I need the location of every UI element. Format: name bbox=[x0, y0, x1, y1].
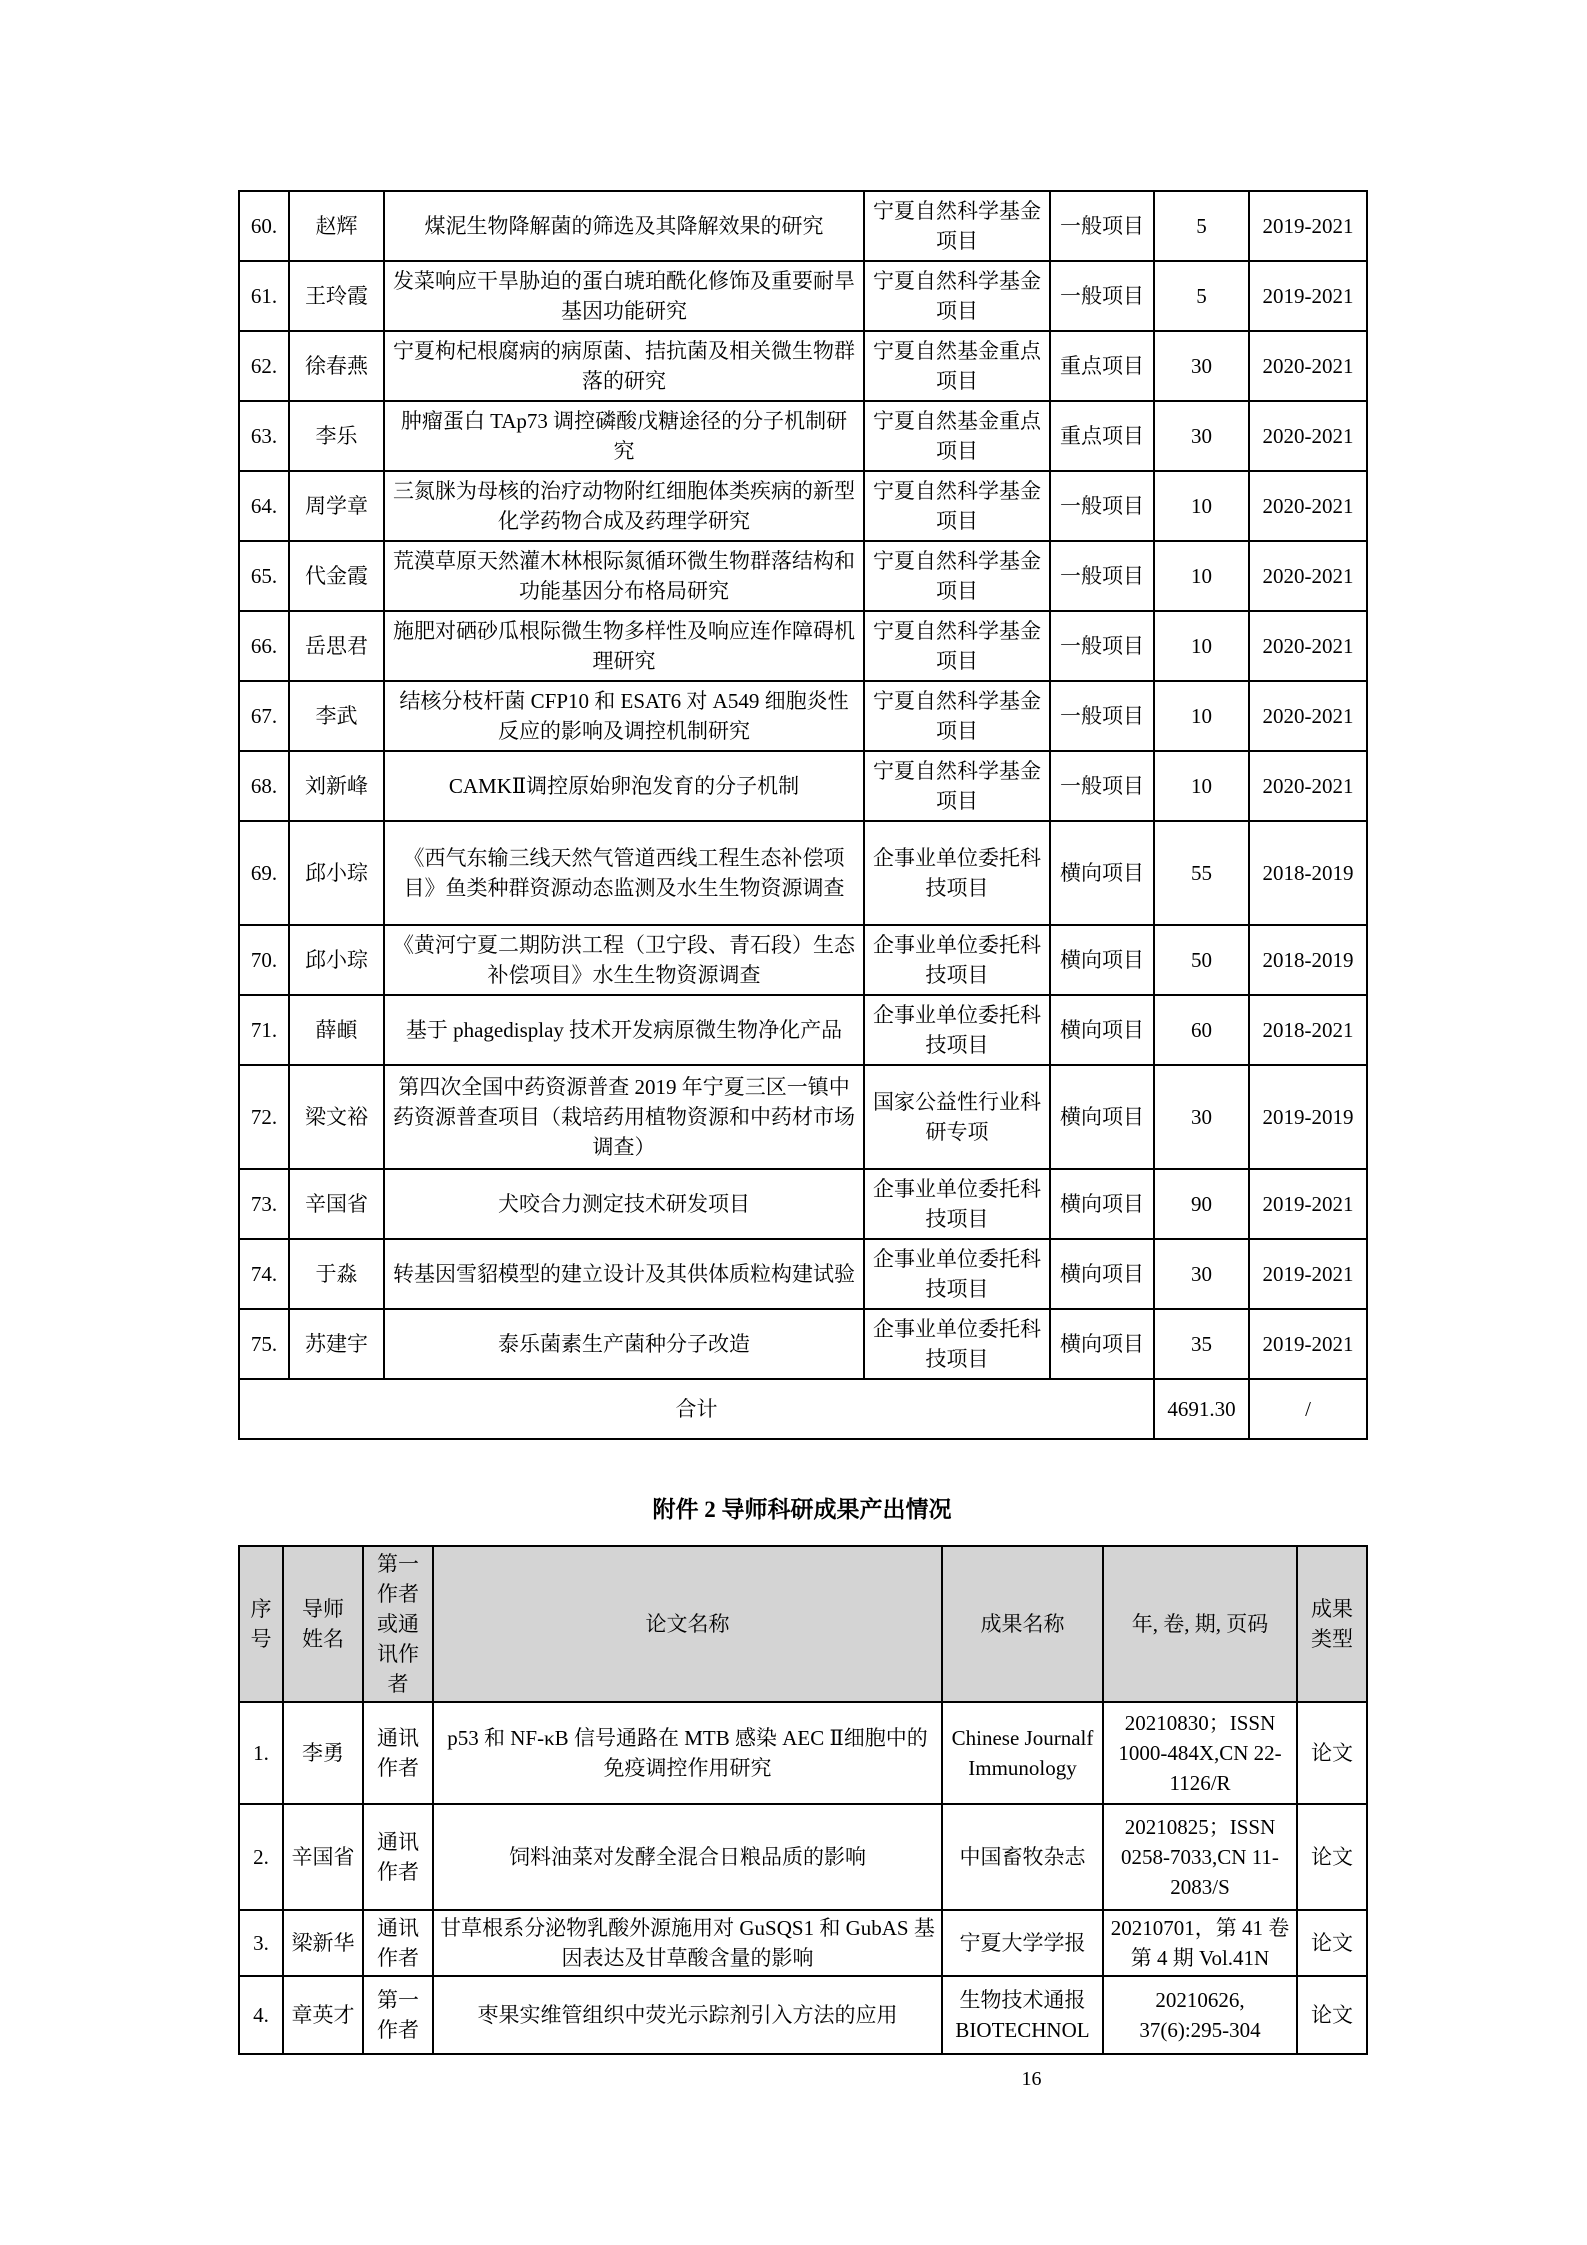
type-cell: 横向项目 bbox=[1050, 1065, 1154, 1169]
no-cell: 60. bbox=[239, 191, 289, 261]
table-row bbox=[239, 191, 1367, 261]
title-cell: 泰乐菌素生产菌种分子改造 bbox=[384, 1309, 864, 1379]
type-cell: 横向项目 bbox=[1050, 1239, 1154, 1309]
amount-cell: 10 bbox=[1154, 471, 1249, 541]
no-cell: 68. bbox=[239, 751, 289, 821]
no-cell: 63. bbox=[239, 401, 289, 471]
type-cell: 一般项目 bbox=[1050, 471, 1154, 541]
achievement-cell: 宁夏大学学报 bbox=[942, 1910, 1103, 1976]
no-cell: 66. bbox=[239, 611, 289, 681]
no-cell: 67. bbox=[239, 681, 289, 751]
table-row bbox=[239, 1702, 1367, 1804]
no-cell: 65. bbox=[239, 541, 289, 611]
type-cell: 横向项目 bbox=[1050, 821, 1154, 925]
amount-cell: 10 bbox=[1154, 751, 1249, 821]
citation-cell: 20210830；ISSN 1000-484X,CN 22-1126/R bbox=[1103, 1702, 1297, 1804]
type-cell: 论文 bbox=[1297, 1910, 1367, 1976]
amount-cell: 55 bbox=[1154, 821, 1249, 925]
table-row bbox=[239, 1910, 1367, 1976]
source-cell: 企事业单位委托科技项目 bbox=[864, 925, 1050, 995]
name-cell: 王玲霞 bbox=[289, 261, 384, 331]
table-row bbox=[239, 821, 1367, 925]
achievement-cell: Chinese Journalf Immunology bbox=[942, 1702, 1103, 1804]
name-cell: 邱小琮 bbox=[289, 821, 384, 925]
paper-cell: 饲料油菜对发酵全混合日粮品质的影响 bbox=[433, 1804, 942, 1910]
no-cell: 75. bbox=[239, 1309, 289, 1379]
years-cell: 2020-2021 bbox=[1249, 331, 1367, 401]
amount-cell: 60 bbox=[1154, 995, 1249, 1065]
table-row bbox=[239, 1065, 1367, 1169]
source-cell: 宁夏自然科学基金项目 bbox=[864, 191, 1050, 261]
type-cell: 横向项目 bbox=[1050, 1169, 1154, 1239]
amount-cell: 90 bbox=[1154, 1169, 1249, 1239]
source-cell: 宁夏自然科学基金项目 bbox=[864, 541, 1050, 611]
header-paper-title: 论文名称 bbox=[433, 1546, 942, 1702]
name-cell: 徐春燕 bbox=[289, 331, 384, 401]
name-cell: 梁新华 bbox=[283, 1910, 363, 1976]
table-row bbox=[239, 331, 1367, 401]
title-cell: 结核分枝杆菌 CFP10 和 ESAT6 对 A549 细胞炎性反应的影响及调控机制研究 bbox=[384, 681, 864, 751]
header-advisor-name: 导师姓名 bbox=[283, 1546, 363, 1702]
no-cell: 1. bbox=[239, 1702, 283, 1804]
years-cell: 2020-2021 bbox=[1249, 401, 1367, 471]
citation-cell: 20210701，第 41 卷第 4 期 Vol.41N bbox=[1103, 1910, 1297, 1976]
table-row bbox=[239, 471, 1367, 541]
amount-cell: 5 bbox=[1154, 191, 1249, 261]
type-cell: 一般项目 bbox=[1050, 191, 1154, 261]
years-cell: 2019-2021 bbox=[1249, 191, 1367, 261]
no-cell: 2. bbox=[239, 1804, 283, 1910]
title-cell: 三氮脒为母核的治疗动物附红细胞体类疾病的新型化学药物合成及药理学研究 bbox=[384, 471, 864, 541]
role-cell: 第一作者 bbox=[363, 1976, 433, 2054]
amount-cell: 5 bbox=[1154, 261, 1249, 331]
title-cell: 犬咬合力测定技术研发项目 bbox=[384, 1169, 864, 1239]
no-cell: 4. bbox=[239, 1976, 283, 2054]
total-amount-cell: 4691.30 bbox=[1154, 1379, 1249, 1439]
name-cell: 苏建宇 bbox=[289, 1309, 384, 1379]
name-cell: 邱小琮 bbox=[289, 925, 384, 995]
total-label-cell: 合计 bbox=[239, 1379, 1154, 1439]
no-cell: 61. bbox=[239, 261, 289, 331]
type-cell: 一般项目 bbox=[1050, 751, 1154, 821]
type-cell: 论文 bbox=[1297, 1804, 1367, 1910]
name-cell: 薛頔 bbox=[289, 995, 384, 1065]
paper-cell: 甘草根系分泌物乳酸外源施用对 GuSQS1 和 GubAS 基因表达及甘草酸含量的影响 bbox=[433, 1910, 942, 1976]
page-number: 16 bbox=[1021, 2068, 1042, 2090]
no-cell: 73. bbox=[239, 1169, 289, 1239]
name-cell: 岳思君 bbox=[289, 611, 384, 681]
name-cell: 刘新峰 bbox=[289, 751, 384, 821]
no-cell: 70. bbox=[239, 925, 289, 995]
table-row bbox=[239, 1804, 1367, 1910]
no-cell: 62. bbox=[239, 331, 289, 401]
table-row bbox=[239, 541, 1367, 611]
amount-cell: 50 bbox=[1154, 925, 1249, 995]
name-cell: 李乐 bbox=[289, 401, 384, 471]
header-row bbox=[239, 1546, 1367, 1702]
projects-table bbox=[238, 190, 1368, 1440]
no-cell: 74. bbox=[239, 1239, 289, 1309]
role-cell: 通讯作者 bbox=[363, 1804, 433, 1910]
type-cell: 重点项目 bbox=[1050, 401, 1154, 471]
no-cell: 64. bbox=[239, 471, 289, 541]
advisor-output-table-body bbox=[239, 1702, 1367, 2054]
type-cell: 重点项目 bbox=[1050, 331, 1154, 401]
source-cell: 宁夏自然科学基金项目 bbox=[864, 751, 1050, 821]
source-cell: 宁夏自然科学基金项目 bbox=[864, 681, 1050, 751]
amount-cell: 30 bbox=[1154, 331, 1249, 401]
years-cell: 2020-2021 bbox=[1249, 471, 1367, 541]
name-cell: 辛国省 bbox=[289, 1169, 384, 1239]
type-cell: 一般项目 bbox=[1050, 681, 1154, 751]
achievement-cell: 中国畜牧杂志 bbox=[942, 1804, 1103, 1910]
title-cell: 宁夏枸杞根腐病的病原菌、拮抗菌及相关微生物群落的研究 bbox=[384, 331, 864, 401]
amount-cell: 30 bbox=[1154, 1065, 1249, 1169]
paper-cell: 枣果实维管组织中荧光示踪剂引入方法的应用 bbox=[433, 1976, 942, 2054]
years-cell: 2018-2021 bbox=[1249, 995, 1367, 1065]
source-cell: 企事业单位委托科技项目 bbox=[864, 1169, 1050, 1239]
years-cell: 2020-2021 bbox=[1249, 541, 1367, 611]
years-cell: 2019-2021 bbox=[1249, 261, 1367, 331]
amount-cell: 30 bbox=[1154, 1239, 1249, 1309]
amount-cell: 10 bbox=[1154, 541, 1249, 611]
title-cell: 发菜响应干旱胁迫的蛋白琥珀酰化修饰及重要耐旱基因功能研究 bbox=[384, 261, 864, 331]
title-cell: 第四次全国中药资源普查 2019 年宁夏三区一镇中药资源普查项目（栽培药用植物资源和中药材市场调查） bbox=[384, 1065, 864, 1169]
citation-cell: 20210825；ISSN 0258-7033,CN 11-2083/S bbox=[1103, 1804, 1297, 1910]
source-cell: 企事业单位委托科技项目 bbox=[864, 1309, 1050, 1379]
table-row bbox=[239, 751, 1367, 821]
citation-cell: 20210626, 37(6):295-304 bbox=[1103, 1976, 1297, 2054]
no-cell: 72. bbox=[239, 1065, 289, 1169]
source-cell: 宁夏自然科学基金项目 bbox=[864, 611, 1050, 681]
header-citation: 年, 卷, 期, 页码 bbox=[1103, 1546, 1297, 1702]
name-cell: 周学章 bbox=[289, 471, 384, 541]
no-cell: 71. bbox=[239, 995, 289, 1065]
table-row bbox=[239, 1309, 1367, 1379]
advisor-output-table-header bbox=[239, 1546, 1367, 1702]
header-result-type: 成果类型 bbox=[1297, 1546, 1367, 1702]
source-cell: 企事业单位委托科技项目 bbox=[864, 821, 1050, 925]
table-row bbox=[239, 1169, 1367, 1239]
name-cell: 李武 bbox=[289, 681, 384, 751]
amount-cell: 10 bbox=[1154, 611, 1249, 681]
total-years-cell: / bbox=[1249, 1379, 1367, 1439]
projects-table-body bbox=[239, 191, 1367, 1379]
name-cell: 赵辉 bbox=[289, 191, 384, 261]
table-row bbox=[239, 401, 1367, 471]
table-row bbox=[239, 261, 1367, 331]
table-row bbox=[239, 925, 1367, 995]
type-cell: 横向项目 bbox=[1050, 995, 1154, 1065]
source-cell: 宁夏自然基金重点项目 bbox=[864, 401, 1050, 471]
title-cell: 基于 phagedisplay 技术开发病原微生物净化产品 bbox=[384, 995, 864, 1065]
years-cell: 2019-2019 bbox=[1249, 1065, 1367, 1169]
title-cell: 《西气东输三线天然气管道西线工程生态补偿项目》鱼类种群资源动态监测及水生生物资源调查 bbox=[384, 821, 864, 925]
advisor-output-table bbox=[238, 1545, 1368, 2055]
source-cell: 企事业单位委托科技项目 bbox=[864, 1239, 1050, 1309]
name-cell: 于淼 bbox=[289, 1239, 384, 1309]
attachment2-title: 附件 2 导师科研成果产出情况 bbox=[652, 1497, 952, 1522]
table-row bbox=[239, 611, 1367, 681]
years-cell: 2020-2021 bbox=[1249, 751, 1367, 821]
source-cell: 宁夏自然基金重点项目 bbox=[864, 331, 1050, 401]
type-cell: 一般项目 bbox=[1050, 541, 1154, 611]
years-cell: 2018-2019 bbox=[1249, 821, 1367, 925]
title-cell: 施肥对硒砂瓜根际微生物多样性及响应连作障碍机理研究 bbox=[384, 611, 864, 681]
table-row bbox=[239, 1976, 1367, 2054]
title-cell: 肿瘤蛋白 TAp73 调控磷酸戊糖途径的分子机制研究 bbox=[384, 401, 864, 471]
name-cell: 章英才 bbox=[283, 1976, 363, 2054]
source-cell: 宁夏自然科学基金项目 bbox=[864, 471, 1050, 541]
years-cell: 2018-2019 bbox=[1249, 925, 1367, 995]
type-cell: 一般项目 bbox=[1050, 611, 1154, 681]
table-row bbox=[239, 681, 1367, 751]
source-cell: 国家公益性行业科研专项 bbox=[864, 1065, 1050, 1169]
name-cell: 梁文裕 bbox=[289, 1065, 384, 1169]
type-cell: 横向项目 bbox=[1050, 925, 1154, 995]
name-cell: 李勇 bbox=[283, 1702, 363, 1804]
title-cell: 煤泥生物降解菌的筛选及其降解效果的研究 bbox=[384, 191, 864, 261]
type-cell: 论文 bbox=[1297, 1976, 1367, 2054]
amount-cell: 30 bbox=[1154, 401, 1249, 471]
years-cell: 2019-2021 bbox=[1249, 1239, 1367, 1309]
years-cell: 2020-2021 bbox=[1249, 611, 1367, 681]
amount-cell: 10 bbox=[1154, 681, 1249, 751]
source-cell: 宁夏自然科学基金项目 bbox=[864, 261, 1050, 331]
type-cell: 一般项目 bbox=[1050, 261, 1154, 331]
title-cell: CAMKⅡ调控原始卵泡发育的分子机制 bbox=[384, 751, 864, 821]
amount-cell: 35 bbox=[1154, 1309, 1249, 1379]
header-no: 序号 bbox=[239, 1546, 283, 1702]
name-cell: 辛国省 bbox=[283, 1804, 363, 1910]
achievement-cell: 生物技术通报 BIOTECHNOL bbox=[942, 1976, 1103, 2054]
header-author-role: 第一作者或通讯作者 bbox=[363, 1546, 433, 1702]
total-row bbox=[239, 1379, 1367, 1439]
role-cell: 通讯作者 bbox=[363, 1702, 433, 1804]
role-cell: 通讯作者 bbox=[363, 1910, 433, 1976]
type-cell: 横向项目 bbox=[1050, 1309, 1154, 1379]
name-cell: 代金霞 bbox=[289, 541, 384, 611]
years-cell: 2019-2021 bbox=[1249, 1309, 1367, 1379]
years-cell: 2019-2021 bbox=[1249, 1169, 1367, 1239]
header-achievement-name: 成果名称 bbox=[942, 1546, 1103, 1702]
source-cell: 企事业单位委托科技项目 bbox=[864, 995, 1050, 1065]
years-cell: 2020-2021 bbox=[1249, 681, 1367, 751]
paper-cell: p53 和 NF-κB 信号通路在 MTB 感染 AEC Ⅱ细胞中的免疫调控作用研究 bbox=[433, 1702, 942, 1804]
no-cell: 69. bbox=[239, 821, 289, 925]
type-cell: 论文 bbox=[1297, 1702, 1367, 1804]
no-cell: 3. bbox=[239, 1910, 283, 1976]
title-cell: 转基因雪貂模型的建立设计及其供体质粒构建试验 bbox=[384, 1239, 864, 1309]
table-row bbox=[239, 995, 1367, 1065]
table-row bbox=[239, 1239, 1367, 1309]
title-cell: 荒漠草原天然灌木林根际氮循环微生物群落结构和功能基因分布格局研究 bbox=[384, 541, 864, 611]
title-cell: 《黄河宁夏二期防洪工程（卫宁段、青石段）生态补偿项目》水生生物资源调查 bbox=[384, 925, 864, 995]
